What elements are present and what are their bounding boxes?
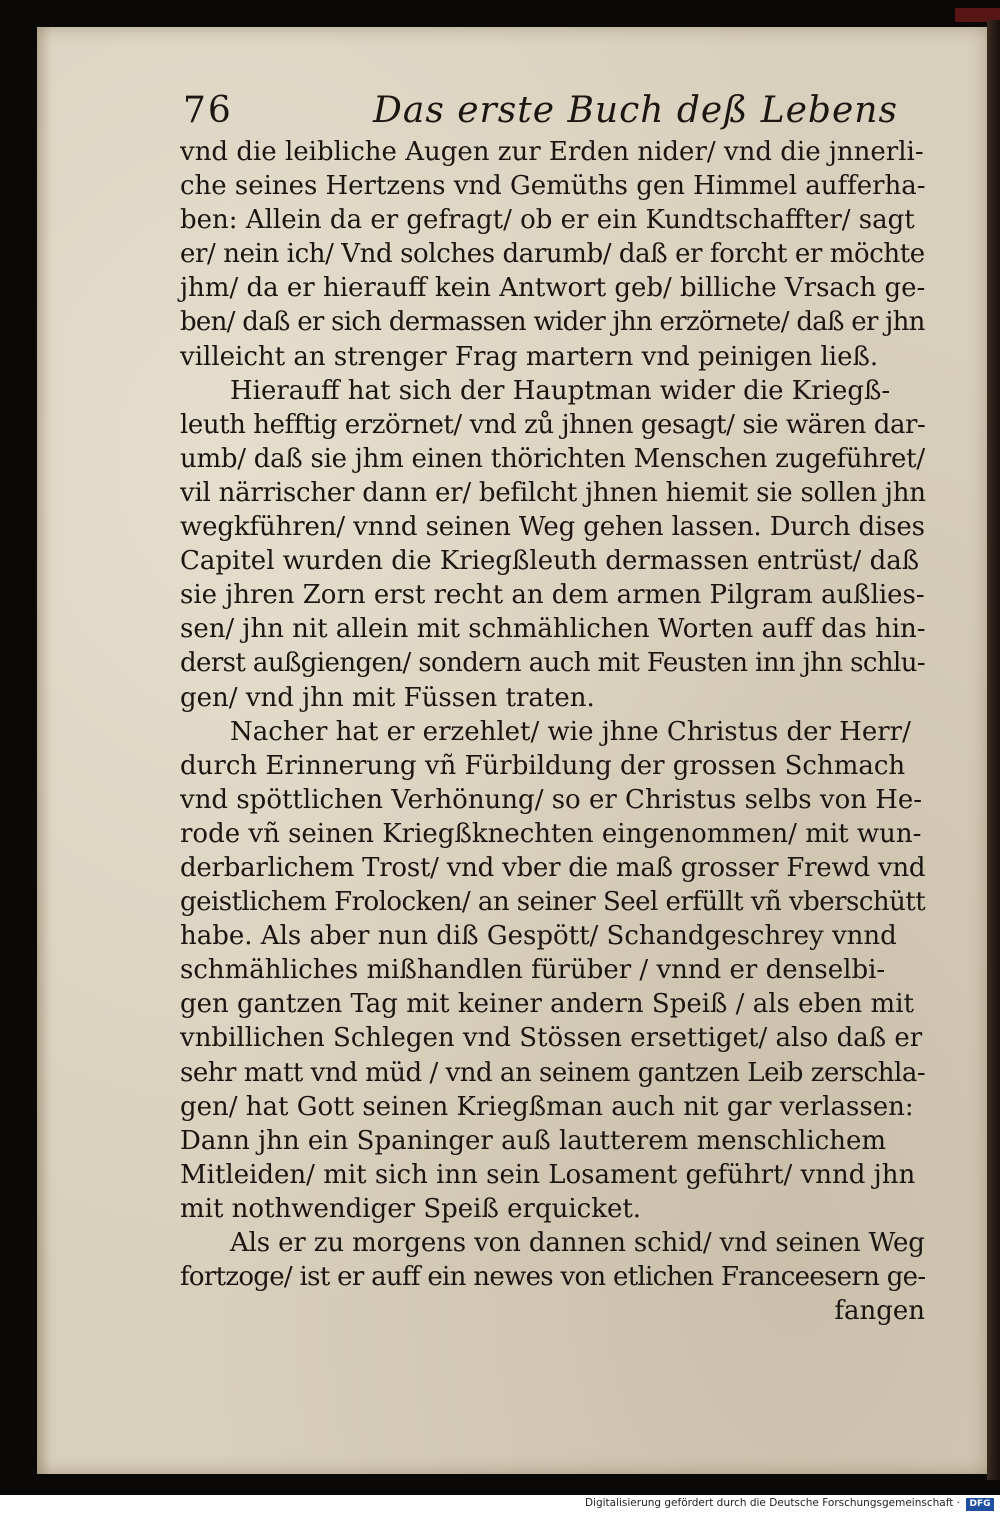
digitization-credit: Digitalisierung gefördert durch die Deutsche Forschungsgemeinschaft · xyxy=(584,1497,960,1509)
text-line: derbarlichem Trost/ vnd vber die maß grosser Frewd vnd xyxy=(180,852,926,883)
text-line: durch Erinnerung vñ Fürbildung der grossen Schmach xyxy=(180,750,906,781)
page-body-text xyxy=(180,135,925,1328)
text-line: ben/ daß er sich dermassen wider jhn erzörnete/ daß er jhn xyxy=(180,307,925,338)
text-line: sie jhren Zorn erst recht an dem armen Pilgram außlies- xyxy=(180,580,925,611)
dfg-logo: DFG xyxy=(966,1498,994,1511)
text-line: wegkführen/ vnnd seinen Weg gehen lassen. Durch dises xyxy=(180,512,925,543)
text-line: Dann jhn ein Spaninger auß lautterem menschlichem xyxy=(180,1125,886,1156)
text-line: schmähliches mißhandlen fürüber / vnnd er denselbi- xyxy=(180,955,886,986)
catchword: fangen xyxy=(834,1296,925,1327)
text-line: Als er zu morgens von dannen schid/ vnd seinen Weg xyxy=(230,1228,925,1258)
text-line: leuth hefftig erzörnet/ vnd zů jhnen gesagt/ sie wären dar- xyxy=(180,409,926,440)
text-line: derst außgiengen/ sondern auch mit Feusten inn jhn schlu- xyxy=(180,648,926,679)
text-line: rode vñ seinen Kriegßknechten eingenommen/ mit wun- xyxy=(180,818,922,849)
text-line: sen/ jhn nit allein mit schmählichen Worten auff das hin- xyxy=(180,614,926,645)
text-line: gen/ vnd jhn mit Füssen traten. xyxy=(180,682,595,713)
text-line: er/ nein ich/ Vnd solches darumb/ daß er forcht er möchte xyxy=(180,239,925,270)
page-edge xyxy=(987,20,1000,1480)
text-line: Hierauff hat sich der Hauptman wider die Kriegß- xyxy=(230,375,891,406)
text-line: fortzoge/ ist er auff ein newes von etlichen Franceesern ge- xyxy=(180,1262,926,1293)
text-line: vnd die leibliche Augen zur Erden nider/ vnd die jnnerli- xyxy=(180,137,924,167)
text-line: umb/ daß sie jhm einen thörichten Menschen zugeführet/ xyxy=(180,443,925,474)
page-number: 76 xyxy=(183,90,233,131)
text-line: Capitel wurden die Kriegßleuth dermassen entrüst/ daß xyxy=(180,546,920,577)
text-line: geistlichem Frolocken/ an seiner Seel erfüllt vñ vberschütt xyxy=(180,887,926,918)
text-line: vnbillichen Schlegen vnd Stössen ersettiget/ also daß er xyxy=(180,1023,923,1054)
text-line: gen/ hat Gott seinen Kriegßman auch nit gar verlassen: xyxy=(180,1091,914,1122)
text-line: Nacher hat er erzehlet/ wie jhne Christus der Herr/ xyxy=(230,716,911,747)
text-line: ben: Allein da er gefragt/ ob er ein Kundtschaffter/ sagt xyxy=(180,205,915,236)
text-line: jhm/ da er hierauff kein Antwort geb/ billiche Vrsach ge- xyxy=(180,273,926,304)
text-line: vil närrischer dann er/ befilcht jhnen hiemit sie sollen jhn xyxy=(180,477,926,508)
text-line: sehr matt vnd müd / vnd an seinem gantzen Leib zerschla- xyxy=(180,1057,926,1088)
text-line: Mitleiden/ mit sich inn sein Losament geführt/ vnnd jhn xyxy=(180,1159,916,1190)
text-line: gen gantzen Tag mit keiner andern Speiß / als eben mit xyxy=(180,989,914,1020)
text-line: habe. Als aber nun diß Gespött/ Schandgeschrey vnnd xyxy=(180,921,897,952)
text-line: che seines Hertzens vnd Gemüths gen Himmel aufferha- xyxy=(180,171,926,202)
running-title: Das erste Buch deß Lebens xyxy=(373,90,898,131)
text-line: vnd spöttlichen Verhönung/ so er Christus selbs von He- xyxy=(180,784,923,815)
text-line: mit nothwendiger Speiß erquicket. xyxy=(180,1193,642,1224)
text-line: villeicht an strenger Frag martern vnd peinigen ließ. xyxy=(180,341,879,372)
